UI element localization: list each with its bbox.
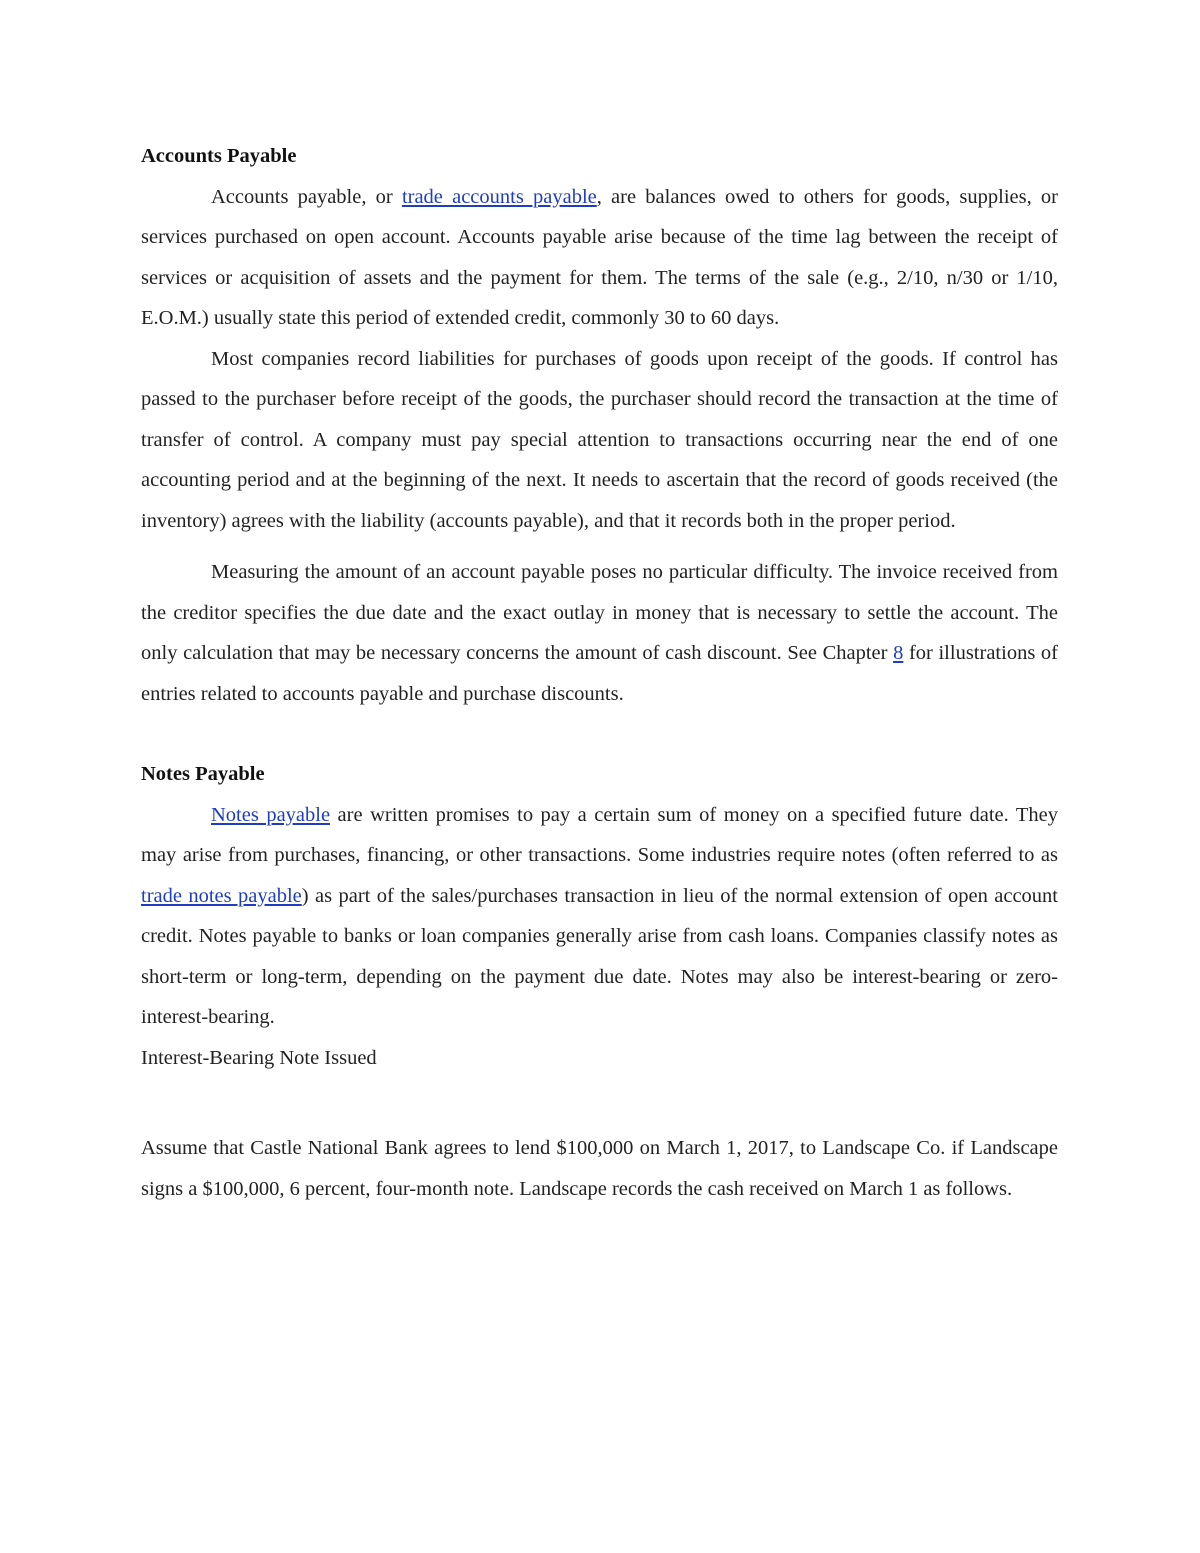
text-segment: for illustrations of entries related to accounts payable and purchase discounts.	[141, 642, 1058, 705]
document-page	[141, 136, 1058, 1209]
heading-accounts-payable: Accounts Payable	[141, 145, 297, 167]
text-segment: ) as part of the sales/purchases transaction in lieu of the normal extension of open account credit. Notes payable to banks or loan companies generally arise from cash loans. Companies classify notes as short-term or long-term, depending on the payment due date. Notes may also be interest-bearing or zero-interest-bearing.	[141, 884, 1058, 1028]
text-segment: Accounts payable, or	[211, 185, 402, 208]
link-trade-notes-payable[interactable]: trade notes payable	[141, 884, 302, 907]
link-notes-payable[interactable]: Notes payable	[211, 803, 331, 826]
paragraph-accounts-payable-definition	[141, 177, 1058, 339]
text-segment: are written promises to pay a certain sum of money on a specified future date. They may arise from purchases, financing, or other transactions. Some industries require notes (often referred to as	[141, 803, 1058, 866]
text-segment: Measuring the amount of an account payable poses no particular difficulty. The invoice received from the creditor specifies the due date and the exact outlay in money that is necessary to settle the account. The only calculation that may be necessary concerns the amount of cash discount. See Chapter	[141, 561, 1058, 664]
link-trade-accounts-payable[interactable]: trade accounts payable	[401, 185, 597, 208]
heading-notes-payable: Notes Payable	[141, 763, 265, 785]
subheading-interest-bearing-note: Interest-Bearing Note Issued	[141, 1046, 377, 1069]
paragraph-measuring-amount	[141, 552, 1058, 714]
link-chapter-8[interactable]: 8	[893, 642, 904, 664]
paragraph-castle-national-bank-example: Assume that Castle National Bank agrees to lend $100,000 on March 1, 2017, to Landscape Co. if Landscape signs a $100,000, 6 percent, four-month note. Landscape records the cash received on March 1 as follows.	[141, 1137, 1058, 1200]
paragraph-notes-payable-definition	[141, 795, 1058, 1038]
paragraph-recording-liabilities: Most companies record liabilities for purchases of goods upon receipt of the goods. If control has passed to the purchaser before receipt of the goods, the purchaser should record the transaction at the time of transfer of control. A company must pay special attention to transactions occurring near the end of one accounting period and at the beginning of the next. It needs to ascertain that the record of goods received (the inventory) agrees with the liability (accounts payable), and that it records both in the proper period.	[141, 347, 1058, 532]
text-segment: , are balances owed to others for goods, supplies, or services purchased on open account. Accounts payable arise because of the time lag between the receipt of services or acquisition of assets and the payment for them. The terms of the sale (e.g., 2/10, n/30 or 1/10, E.O.M.) usually state this period of extended credit, commonly 30 to 60 days.	[141, 185, 1058, 329]
